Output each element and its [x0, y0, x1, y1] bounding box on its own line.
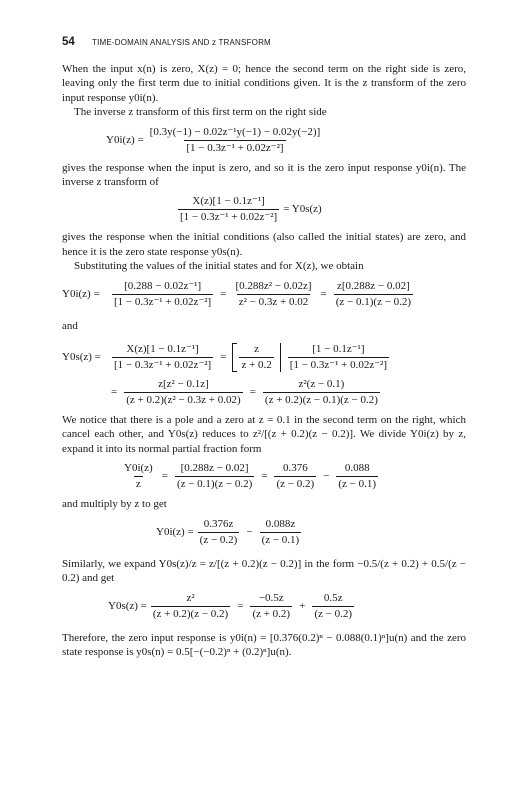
paragraph-zero-input: When the input x(n) is zero, X(z) = 0; hence the second term on the right side is zero, leaving only the first term due to initial conditions given. It is the z transform of the zero input response y0i(n).	[62, 63, 466, 104]
equation-y0s-result: Y0s(z) = $\frac{\text{z²}}{(z + 0.2)(z - 0.2)}$ = $\frac{-0.5z}{(z + 0.2)}$ + $\frac{0.5z}{(z - 0.2)}$	[108, 591, 352, 620]
paragraph-multiply: and multiply by z to get	[62, 498, 167, 511]
paragraph-zero-input-response: gives the response when the input is zero, and so it is the zero input response y0i(n). The inverse z transform of	[62, 161, 466, 189]
eq-rhs: = Y0s(z)	[283, 203, 322, 216]
paragraph-and: and	[62, 319, 78, 332]
page-content	[62, 36, 466, 659]
equation-y0s-general	[62, 195, 466, 224]
equation-y0i-result: Y0i(z) = $\frac{0.376z}{(z - 0.2)}$ − $\frac{0.088z}{(z - 0.1)}$	[156, 517, 300, 546]
equation-partial-fraction: $\frac{Y0i(z)}{z}$ = $\frac{[0.288z - 0.02]}{(z - 0.1)(z - 0.2)}$ = $\frac{0.376}{(z - 0.2)}$ − $\frac{0.088}{(z - 0.1)}$	[124, 462, 377, 491]
equation-y0i-substituted: Y0i(z) = $\frac{\text{[0.288 − 0.02z⁻¹]}}{\text{[1 − 0.3z⁻¹ + 0.02z⁻²]}}$ = $\frac{\text{[0.288z² − 0.02z]}}{\text{z² − 0.3z + 0.02}}$ = $\frac{z[0.288z - 0.02]}{(z - 0.1)(z - 0.2)}$	[62, 279, 412, 308]
paragraph-similarly: Similarly, we expand Y0s(z)/z = z/[(z + 0.2)(z − 0.2)] in the form −0.5/(z + 0.2) + 0.5/(z − 0.2) and get	[62, 557, 466, 585]
paragraph-zero-state: gives the response when the initial conditions (also called the initial states) are zero, and hence it is the zero state response y0s(n).	[62, 231, 466, 258]
eq-lhs: Y0i(z) =	[106, 133, 144, 146]
eq-fraction: $\frac{\text{[0.3y(−1) − 0.02z⁻¹y(−1) − 0.02y(−2)]}}{\text{[1 − 0.3z⁻¹ + 0.02z⁻²]}}$	[149, 125, 321, 154]
equation-y0s-substituted: Y0s(z) = $\frac{\text{X(z)[1 − 0.1z⁻¹]}}{\text{[1 − 0.3z⁻¹ + 0.02z⁻²]}}$ = $\frac{z}{z + 0.2}$ $\frac{\text{[1 − 0.1z⁻¹]}}{\text{[1 − 0.3z⁻¹ + 0.02z⁻²]}}$	[62, 343, 387, 372]
paragraph-conclusion: Therefore, the zero input response is y0i(n) = [0.376(0.2)ⁿ − 0.088(0.1)ⁿ]u(n) and the zero state response is y0s(n) = 0.5[−(−0.2)ⁿ + (0.2)ⁿ]u(n).	[62, 631, 466, 658]
paragraph-substituting: Substituting the values of the initial states and for X(z), we obtain	[74, 260, 364, 273]
paragraph-inverse-intro: The inverse z transform of this first term on the right side	[74, 106, 327, 119]
page-number: 54	[62, 36, 75, 48]
eq-fraction: $\frac{\text{X(z)[1 − 0.1z⁻¹]}}{\text{[1 − 0.3z⁻¹ + 0.02z⁻²]}}$	[180, 195, 278, 224]
running-header	[62, 36, 466, 48]
equation-y0i-general	[62, 126, 466, 155]
equation-y0s-simplified: = $\frac{\text{z[z² − 0.1z]}}{\text{(z + 0.2)(z² − 0.3z + 0.02)}}$ = $\frac{\text{z²(z − 0.1)}}{(z + 0.2)(z - 0.1)(z - 0.2)}$	[111, 378, 378, 407]
paragraph-pole-zero: We notice that there is a pole and a zero at z = 0.1 in the second term on the right, which cancel each other, and Y0s(z) reduces to z²/[(z + 0.2)(z − 0.2)]. We divide Y0i(z) by z, expand it into its normal partial fraction form	[62, 414, 466, 455]
running-title: TIME-DOMAIN ANALYSIS AND z TRANSFORM	[92, 38, 271, 47]
